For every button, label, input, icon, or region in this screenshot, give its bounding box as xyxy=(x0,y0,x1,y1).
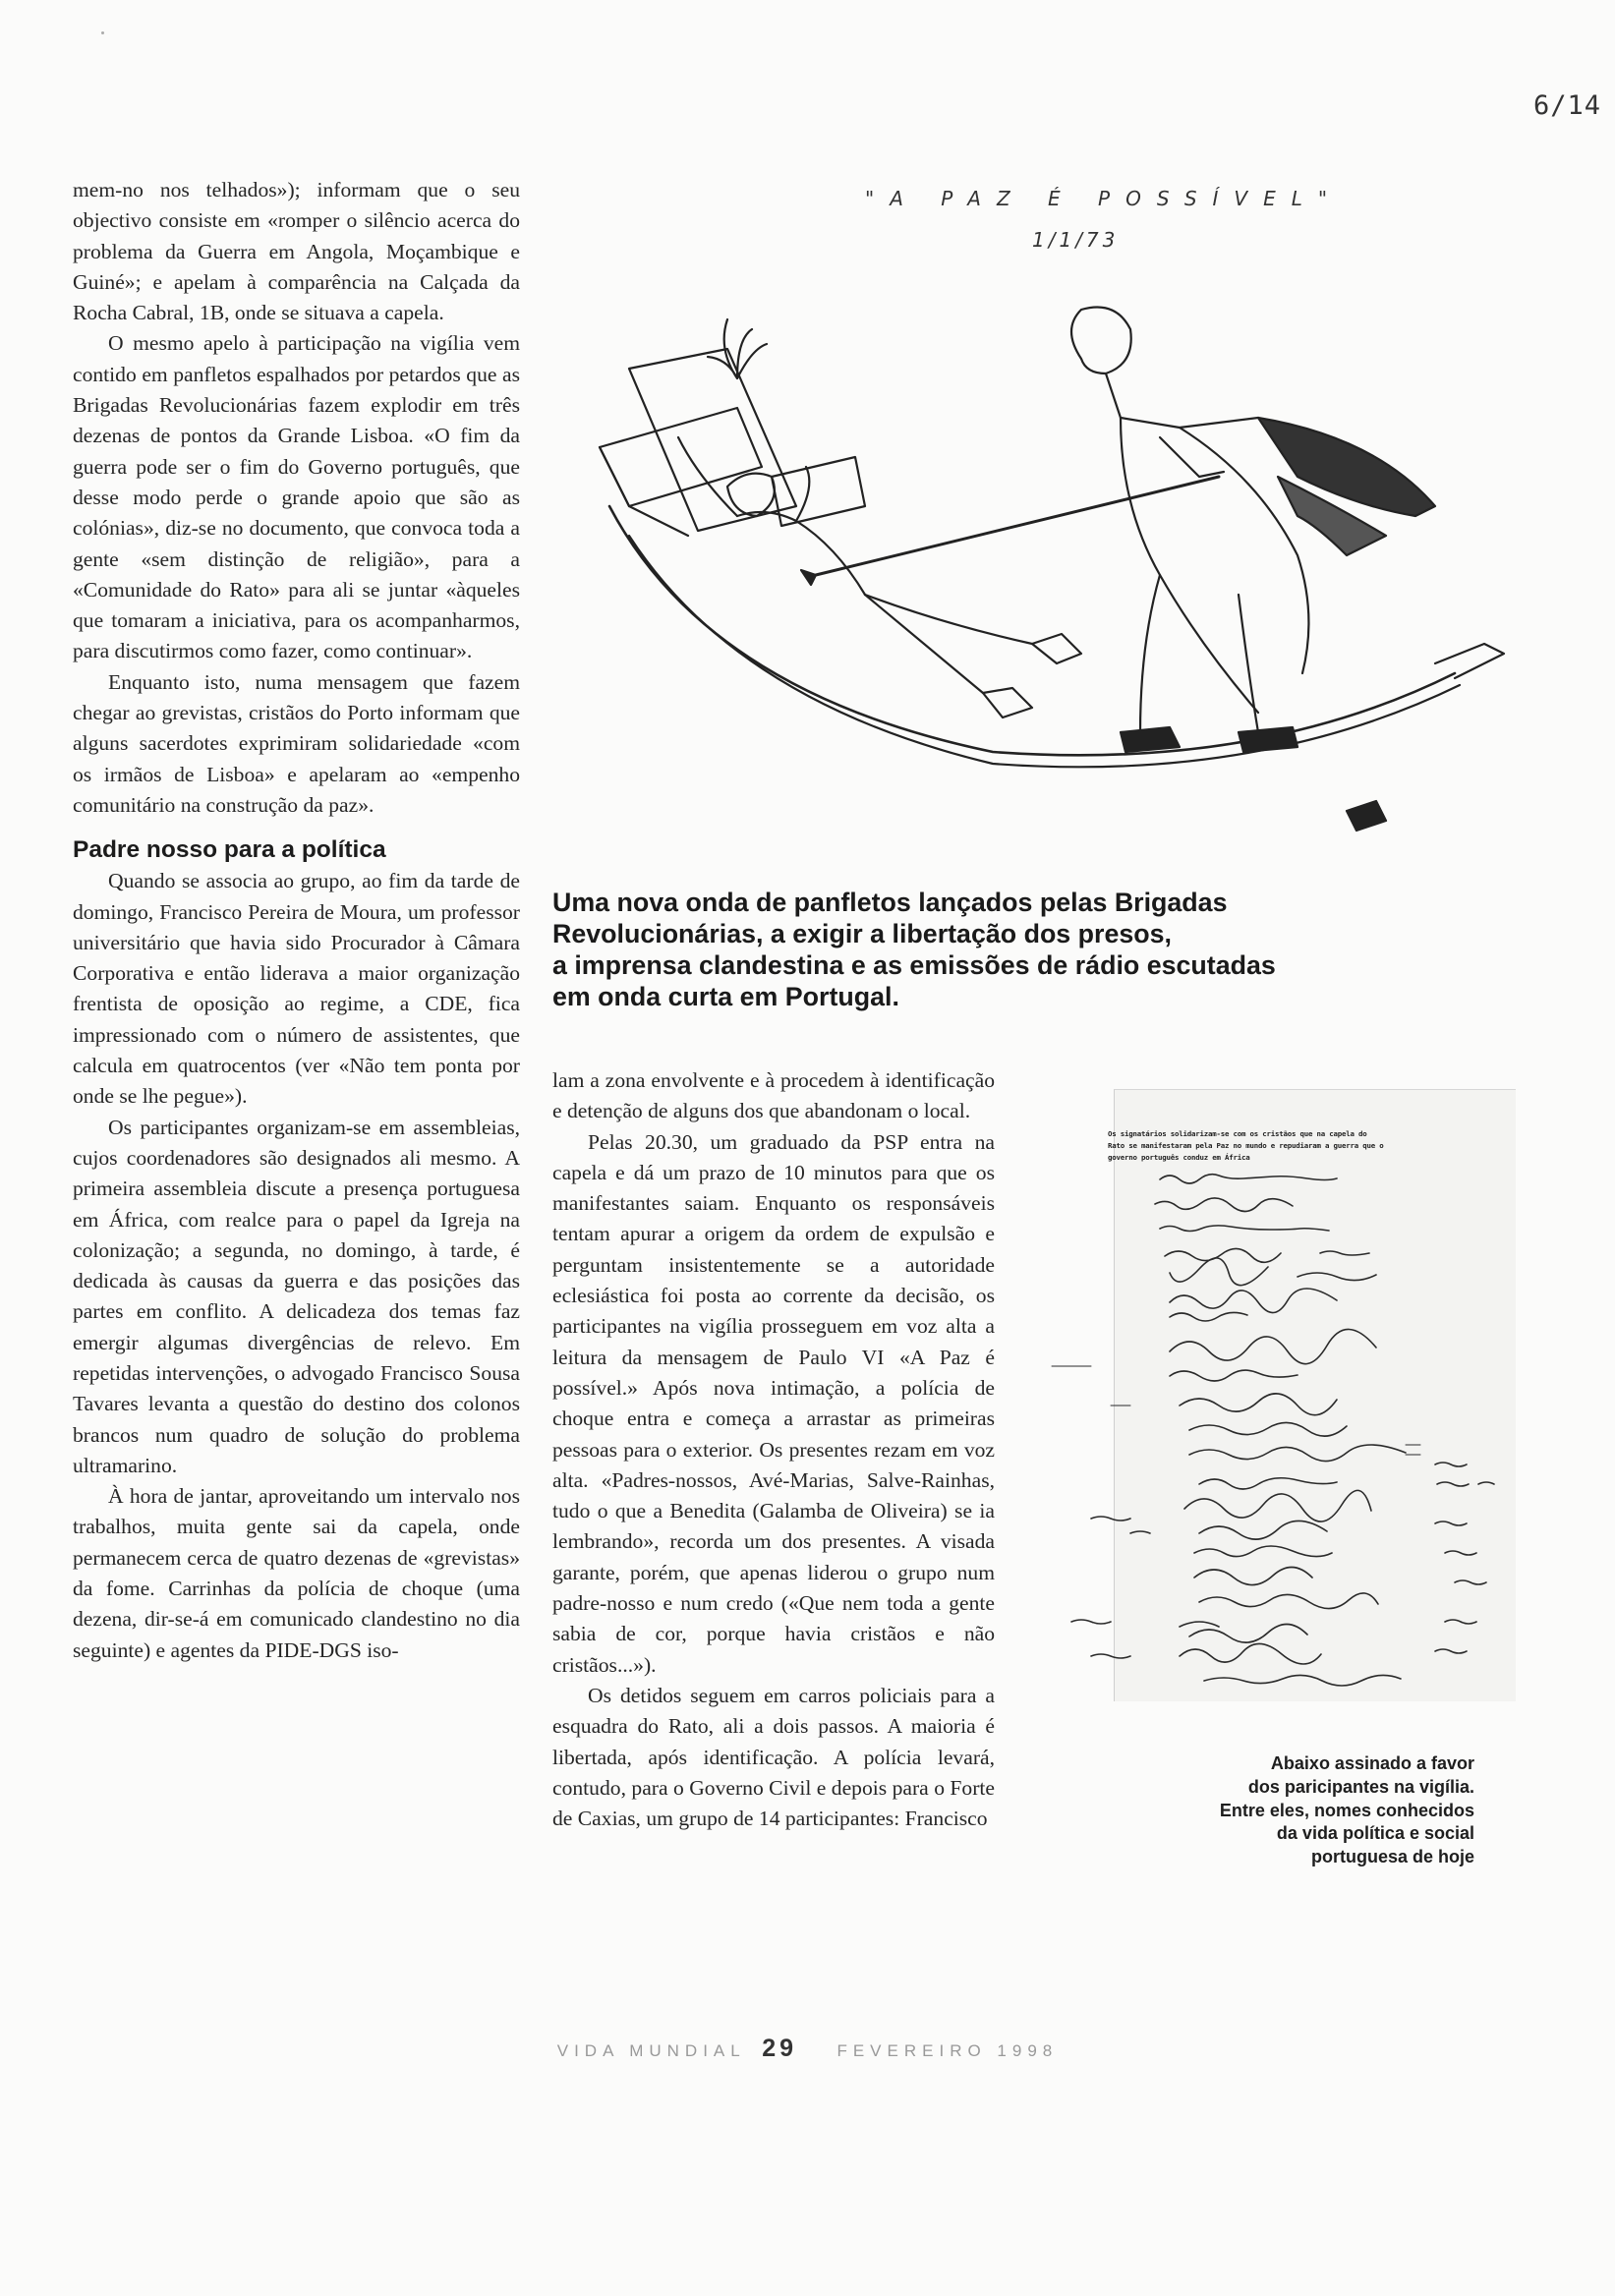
headline-line: Revolucionárias, a exigir a libertação dos presos, xyxy=(552,919,1172,948)
headline-line: em onda curta em Portugal. xyxy=(552,982,899,1011)
paragraph: Os detidos seguem em carros policiais para a esquadra do Rato, ali a dois passos. A maioria é libertada, após identificação. A polícia levará, contudo, para o Governo Civil e depois para o Forte de Caxias, um grupo de 14 participantes: Francisco xyxy=(552,1683,995,1831)
paragraph: O mesmo apelo à participação na vigília vem contido em panfletos espalhados por petardos que as Brigadas Revolucionárias fazem explodir em três dezenas de pontos da Grande Lisboa. «O fim da guerra pode ser o fim do Governo português, que desse modo perde o grande apoio que são as colónias», diz-se no documento, que convoca toda a gente «sem distinção de religião», para a «Comunidade do Rato» para ali se juntar «àqueles que tomaram a iniciativa, para os acompanharmos, para discutirmos como fazer, como continuar». xyxy=(73,331,520,663)
paragraph: Os participantes organizam-se em assembleias, cujos coordenadores são designados ali mesmo. A primeira assembleia discute a presença portuguesa em África, com realce para o papel da Igreja na colonização; a segunda, no domingo, à tarde, é dedicada às causas da guerra e das posições das partes em conflito. A delicadeza dos temas faz emergir algumas divergências de relevo. Em repetidas intervenções, o advogado Francisco Sousa Tavares levanta a questão do destino dos colonos brancos num quadro de solução do problema ultramarino. xyxy=(73,1115,520,1477)
caption-line: portuguesa de hoje xyxy=(1310,1847,1474,1867)
page-counter: 6/14 xyxy=(1533,90,1602,121)
paragraph: Enquanto isto, numa mensagem que fazem chegar ao grevistas, cristãos do Porto informam que alguns sacerdotes exprimiram solidariedade «com os irmãos de Lisboa» e apelaram ao «empenho comunitário na construção da paz». xyxy=(73,669,520,817)
page-number: 29 xyxy=(762,2035,797,2062)
petition-caption xyxy=(1180,1752,1474,1869)
page-footer xyxy=(0,2035,1615,2063)
illustration-date: 1/1/73 xyxy=(1032,228,1120,252)
magazine-name: VIDA MUNDIAL xyxy=(556,2041,746,2060)
headline-line: a imprensa clandestina e as emissões de rádio escutadas xyxy=(552,950,1276,980)
paragraph: Quando se associa ao grupo, ao fim da tarde de domingo, Francisco Pereira de Moura, um professor universitário que havia sido Procurador à Câmara Corporativa e então liderava a maior organização frentista de oposição ao regime, a CDE, fica impressionado com o número de assistentes, que calcula em quatrocentos (ver «Não tem ponta por onde se lhe pegue»). xyxy=(73,869,520,1109)
paragraph: Pelas 20.30, um graduado da PSP entra na capela e dá um prazo de 10 minutos para que os manifestantes saiam. Enquanto os responsáveis tentam apurar a origem da ordem de expulsão e perguntam insistentemente se a autoridade eclesiástica foi posta ao corrente da decisão, os participantes na vigília prosseguem em voz alta a leitura da mensagem de Paulo VI «A Paz é possível.» Após nova intimação, a polícia de choque entra e começa a arrastar as primeiras pessoas para o exterior. Os presentes rezam em voz alta. «Padres-nossos, Avé-Marias, Salve-Rainhas, tudo o que a Benedita (Galamba de Oliveira) se ia lembrando», recorda um dos presentes. A visada garante, porém, que apenas liderou o grupo num padre-nosso e num credo («Que nem toda a gente sabia de cor, porque havia cristãos e não cristãos...»). xyxy=(552,1129,995,1677)
caption-line: Entre eles, nomes conhecidos xyxy=(1219,1800,1474,1820)
paragraph: À hora de jantar, aproveitando um intervalo nos trabalhos, muita gente sai da capela, onde permanecem cerca de quatro dezenas de «grevistas» da fome. Carrinhas da polícia de choque (uma dezena, dir-se-á em comunicado clandestino no dia seguinte) e agentes da PIDE-DGS iso- xyxy=(73,1484,520,1662)
middle-column xyxy=(552,1065,995,1834)
section-subheading: Padre nosso para a política xyxy=(73,836,386,864)
petition-header-line: governo português conduz em África xyxy=(1108,1153,1250,1162)
illustration-caption: "A PAZ É POSSÍVEL" xyxy=(865,187,1344,210)
paragraph: mem-no nos telhados»); informam que o seu objectivo consiste em «romper o silêncio acerca do problema da Guerra em Angola, Moçambique e Guiné»; e apelam à comparência na Calçada da Rocha Cabral, 1B, onde se situava a capela. xyxy=(73,178,520,325)
petition-header-line: Os signatários solidarizam-se com os cristãos que na capela do xyxy=(1108,1129,1367,1138)
cartoon-illustration xyxy=(570,182,1514,860)
headline-line: Uma nova onda de panfletos lançados pelas Brigadas xyxy=(552,888,1228,917)
handwritten-signatures xyxy=(1032,1160,1524,1700)
petition-header xyxy=(1108,1128,1534,1164)
issue-date: FEVEREIRO 1998 xyxy=(836,2041,1059,2060)
article-headline xyxy=(552,887,1437,1012)
left-column xyxy=(73,175,520,1666)
caption-line: Abaixo assinado a favor xyxy=(1270,1753,1474,1773)
margin-dot xyxy=(101,31,104,34)
paragraph: lam a zona envolvente e à procedem à identificação e detenção de alguns dos que abandonam o local. xyxy=(552,1068,995,1123)
caption-line: da vida política e social xyxy=(1276,1823,1474,1844)
caption-line: dos paricipantes na vigília. xyxy=(1247,1776,1474,1797)
petition-header-line: Rato se manifestaram pela Paz no mundo e repudiaram a guerra que o xyxy=(1108,1141,1384,1150)
